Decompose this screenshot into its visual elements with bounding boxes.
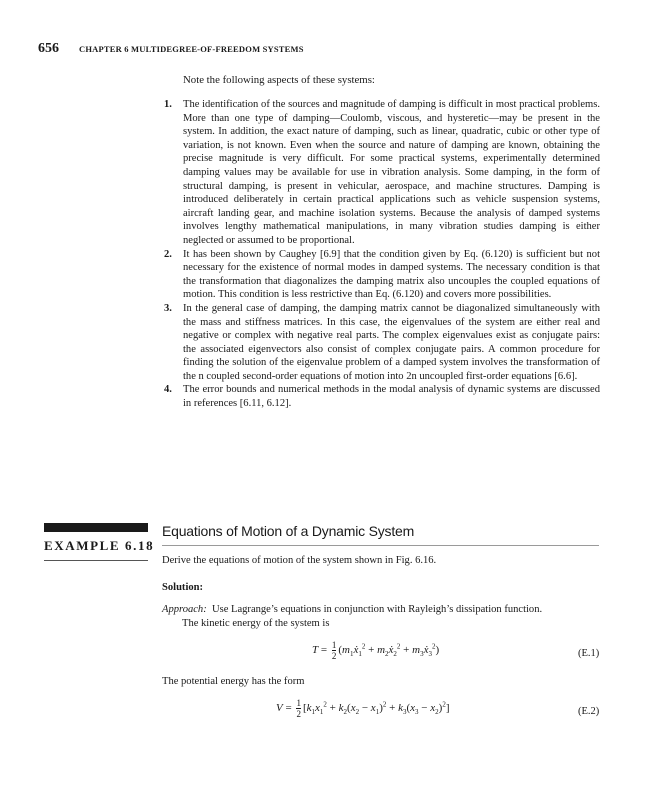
kinetic-intro: The kinetic energy of the system is [182,618,330,629]
item-number: 4. [164,384,172,396]
item-number: 3. [164,302,172,314]
example-rule [162,545,599,546]
intro-text: Note the following aspects of these systems: [183,74,375,86]
item-number: 2. [164,248,172,260]
list-item [164,248,600,302]
example-statement: Derive the equations of motion of the system shown in Fig. 6.16. [162,555,437,566]
item-text: The error bounds and numerical methods in the modal analysis of dynamic systems are discussed in references [6.11, 6.12]. [183,384,600,410]
chapter-title: CHAPTER 6 MULTIDEGREE-OF-FREEDOM SYSTEMS [79,44,304,54]
item-text: It has been shown by Caughey [6.9] that the condition given by Eq. (6.120) is sufficient but not necessary for the existence of normal modes in damped systems. The necessary condition is that the transformation that diagonalizes the damping matrix also uncouples the coupled equations of motion. This condition is less restrictive than Eq. (6.120) and covers more possibilities. [183,248,600,301]
page-header [38,41,605,57]
equation-e1-number: (E.1) [578,648,600,659]
approach-label: Approach: [162,604,207,615]
item-number: 1. [164,99,172,110]
item-text: The identification of the sources and magnitude of damping is difficult in most practical problems. More than one type of damping—Coulomb, viscous, and hysteretic—may be present in the system. In addition, the exact nature of damping, such as linear, quadratic, cubic or other type of variation, is not known. Even when the source and nature of damping are known, obtaining the precise magnitude is very difficult. For some practical systems, experimentally determined damping values may be available for use in vibration analysis. Some damping, in the form of structural damping, is present in vehicular, aerospace, and machine structures. Damping is introduced deliberately in certain practical applications such as vehicle suspension systems, aircraft landing gear, and machine isolation systems. Because the analysis of damped systems involves lengthy mathematical manipulations, in many vibration studies damping is either neglected or assumed to be proportional. [183,99,600,246]
aspects-list [164,98,600,411]
example-bar [44,523,148,532]
approach-line [162,604,542,615]
approach-text: Use Lagrange’s equations in conjunction with Rayleigh’s dissipation function. [212,604,543,615]
list-item [164,383,600,410]
example-underline [44,560,148,561]
example-label: EXAMPLE 6.18 [44,538,155,553]
solution-heading: Solution: [162,582,204,593]
equation-e2-number: (E.2) [578,706,600,717]
equation-e1: T = $\frac{1}{2}$ ($m_1ẋ_1^2$ + $m_2ẋ_2^2$ + $m_3ẋ_3^2$) [312,640,440,661]
item-text: In the general case of damping, the damping matrix cannot be diagonalized simultaneously with the mass and stiffness matrices. In this case, the eigenvalues of the system are either real and negative or complex with negative real parts. The complex eigenvalues exist as conjugate pairs: the associated eigenvectors also consist of complex conjugate pairs. A common procedure for finding the solution of the eigenvalue problem of a damped system involves the transformation of the n coupled second-order equations of motion into 2n uncoupled first-order equations [6.6]. [183,302,600,382]
list-item [164,302,600,384]
potential-intro: The potential energy has the form [162,676,305,687]
example-title: Equations of Motion of a Dynamic System [162,523,415,539]
list-item [164,98,600,248]
equation-e2: V = $\frac{1}{2}$ $[k_1x_1^2 + k_2(x_2 - x_1)^2 + k_3(x_3 - x_2)^2]$ [276,698,450,719]
page-number: 656 [38,41,59,56]
